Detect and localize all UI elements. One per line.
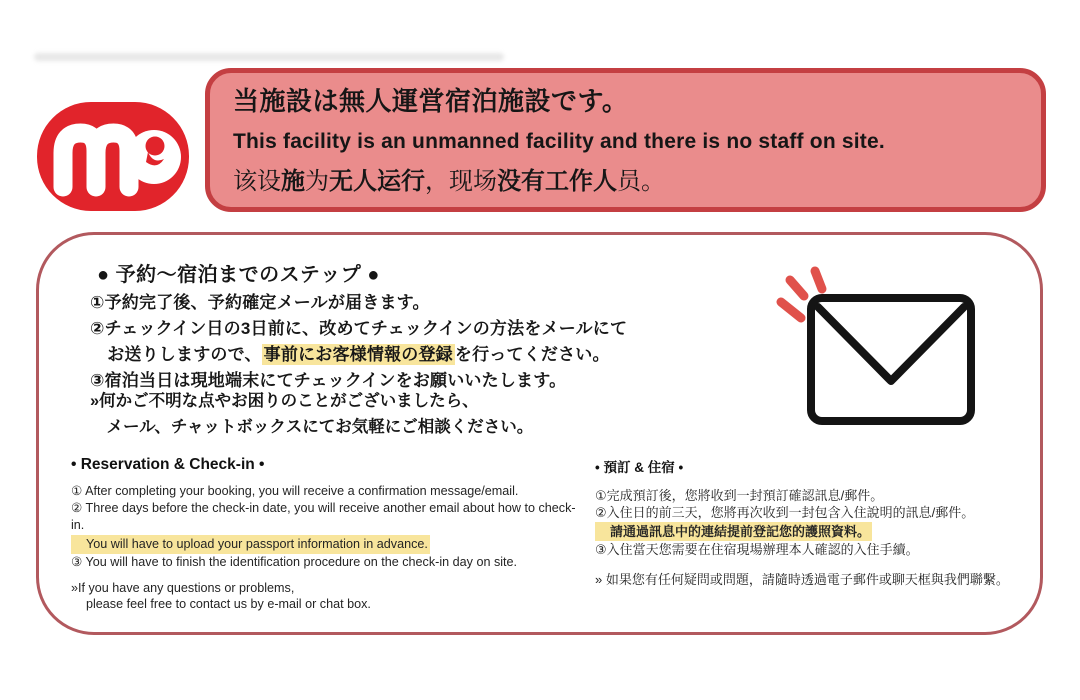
- banner-line-chinese: 该设施为无人运行，现场没有工作人员。: [233, 168, 665, 195]
- section-chinese-heading: • 預訂 & 住宿 •: [595, 460, 684, 475]
- envelope-icon: [811, 298, 971, 421]
- section-english-steps: ① After completing your booking, you will receive a confirmation message/email. ② Three days before the check-in date, you will receive another email about how to check-in. You will have to upload your passport information in advance. ③ You will have to finish the identification procedure on the check-in day on site.: [71, 484, 576, 569]
- section-english: [71, 456, 586, 612]
- banner-line-japanese: 当施設は無人運営宿泊施設です。: [233, 86, 629, 116]
- steps-heading-japanese: ● 予約～宿泊までのステップ ●: [97, 264, 380, 286]
- brand-logo: [35, 100, 191, 213]
- section-english-heading: • Reservation & Check-in •: [71, 456, 265, 473]
- banner-line-english: This facility is an unmanned facility and there is no staff on site.: [233, 130, 885, 153]
- section-chinese-steps: ①完成預訂後，您將收到一封預訂確認訊息/郵件。 ②入住日的前三天，您將再次收到一封包含入住說明的訊息/郵件。 請通過訊息中的連結提前登記您的護照資料。 ③入住當天您需要在住宿現場辦理本人確認的入住手續。: [595, 488, 975, 558]
- contact-note-japanese: »何かご不明な点やお困りのことがございましたら、 メール、チャットボックスにてお気軽にご相談ください。: [90, 392, 534, 436]
- notice-banner: [205, 68, 1046, 212]
- section-chinese: [595, 456, 1040, 588]
- section-chinese-note: » 如果您有任何疑問或問題，請隨時透過電子郵件或聊天框與我們聯繫。: [595, 571, 1009, 587]
- steps-list-japanese: ①予約完了後、予約確定メールが届きます。 ②チェックイン日の3日前に、改めてチェックインの方法をメールにて お送りしますので、 事前にお客様情報の登録 を行ってください。 ③宿泊当日は現地端末にてチェックインをお願いいたします。: [90, 293, 628, 390]
- steps-panel: [36, 232, 1043, 635]
- scan-artifact: [34, 53, 504, 61]
- brand-logo-icon: [35, 100, 191, 213]
- email-icon: [739, 260, 1009, 435]
- section-english-note: »If you have any questions or problems, please feel free to contact us by e-mail or chat box.: [71, 581, 371, 611]
